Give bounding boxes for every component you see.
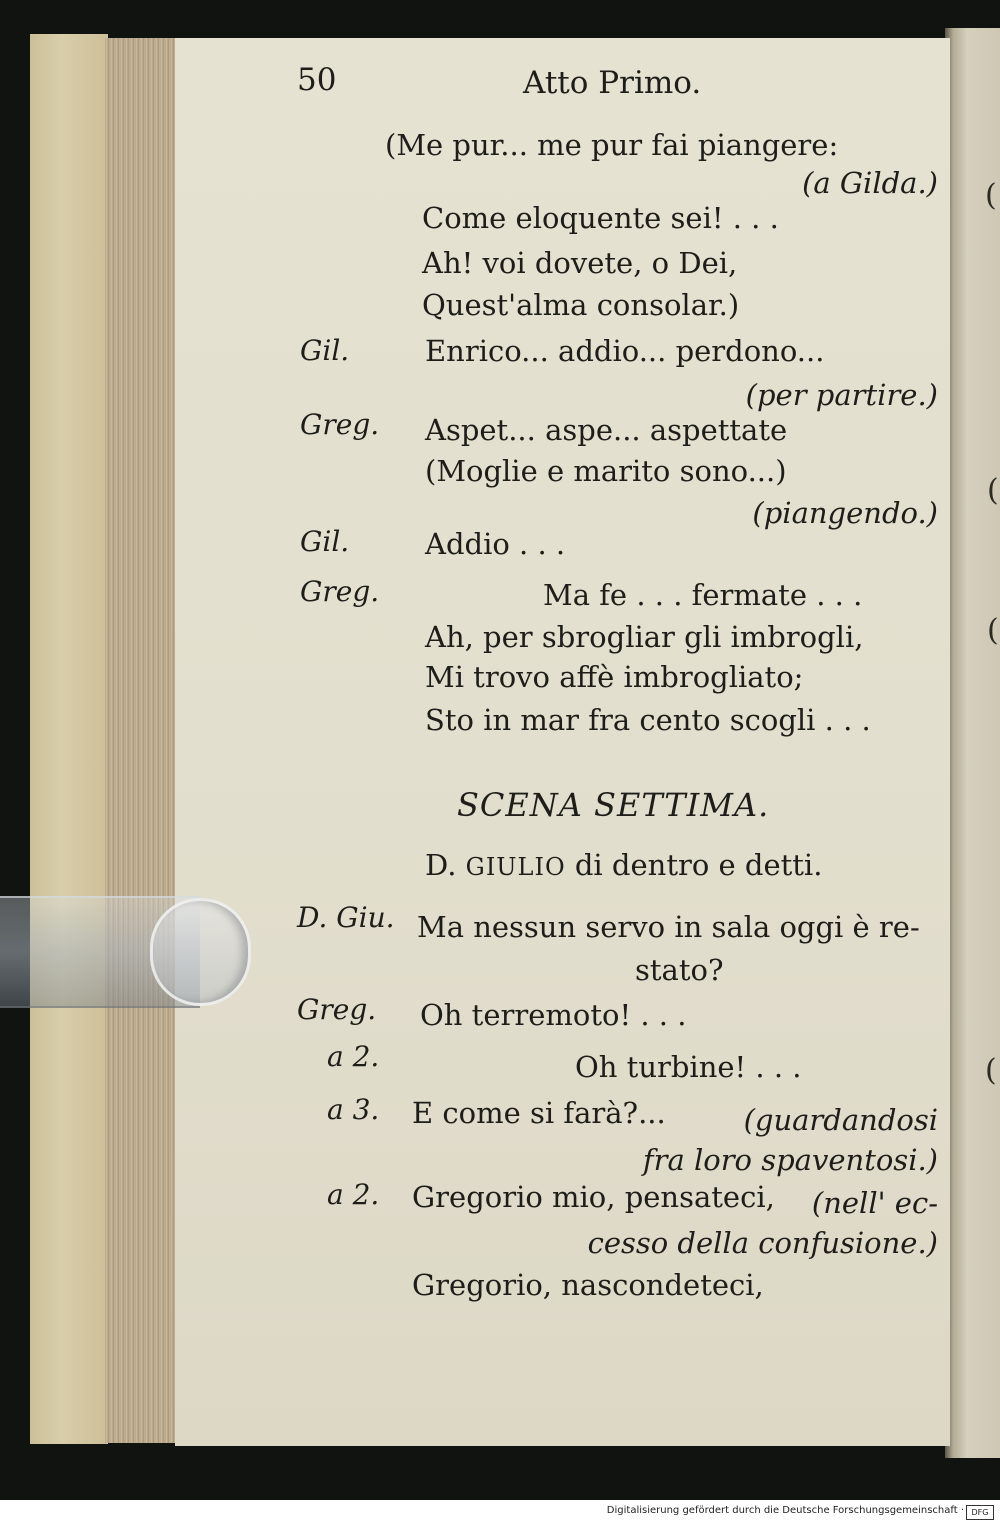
speaker-label: a 2. [327,1178,380,1211]
footer-credit: Digitalisierung gefördert durch die Deutsche Forschungsgemeinschaft · [606,1505,964,1516]
stage-direction: (piangendo.) [752,496,938,530]
scene-characters-suffix: di dentro e detti. [574,848,823,882]
stage-direction: (nell' ec- [811,1186,938,1220]
speaker-label: a 3. [327,1093,380,1126]
book-cover-edge [30,34,108,1444]
speaker-label: a 2. [327,1040,380,1073]
scene-characters-prefix: D. [425,848,457,882]
verse-line: Mi trovo affè imbrogliato; [425,660,804,694]
verse-line: Oh turbine! . . . [575,1050,802,1084]
verse-line: Ma nessun servo in sala oggi è re- [417,910,920,944]
verse-line: Ah! voi dovete, o Dei, [422,246,738,280]
stage-direction: (a Gilda.) [802,166,938,200]
page-number: 50 [297,62,337,98]
scene-character-name: GIULIO [465,853,566,881]
verse-line: Ah, per sbrogliar gli imbrogli, [425,620,864,654]
page-block-edges [105,38,185,1443]
verse-line: Enrico... addio... perdono... [425,334,825,368]
facing-page-glyph: ( [985,178,997,213]
book-page [175,38,950,1446]
speaker-label: Greg. [297,993,377,1026]
scene-title: SCENA SETTIMA. [457,786,770,824]
running-title: Atto Primo. [523,65,702,101]
facing-page-glyph: ( [985,1053,997,1088]
digitization-footer [0,1500,1000,1524]
verse-line: Gregorio, nascondeteci, [412,1268,764,1302]
verse-line: Gregorio mio, pensateci, [412,1180,775,1214]
dfg-logo: DFG [966,1505,994,1520]
glass-bookmark [0,888,232,1012]
verse-line: Oh terremoto! . . . [420,998,687,1032]
verse-line: Addio . . . [425,527,566,561]
speaker-label: D. Giu. [297,901,395,934]
speaker-label: Gil. [300,525,350,558]
facing-page-edge [945,28,1000,1458]
facing-page-glyph: ( [987,473,999,508]
verse-line: Aspet... aspe... aspettate [425,413,788,447]
verse-line: (Moglie e marito sono...) [425,454,787,488]
verse-line: E come si farà?... [412,1096,666,1130]
speaker-label: Greg. [300,575,380,608]
glass-bookmark-tip [150,898,251,1006]
verse-line: Quest'alma consolar.) [422,288,740,322]
scene-characters [425,848,822,882]
verse-line: Ma fe . . . fermate . . . [543,578,863,612]
speaker-label: Gil. [300,334,350,367]
stage-direction: cesso della confusione.) [587,1226,938,1260]
verse-line: Sto in mar fra cento scogli . . . [425,703,871,737]
verse-line: stato? [635,953,724,987]
stage-direction: fra loro spaventosi.) [642,1143,938,1177]
verse-line: Come eloquente sei! . . . [422,201,779,235]
stage-direction: (per partire.) [745,378,938,412]
stage-direction: (guardandosi [743,1103,938,1137]
verse-line: (Me pur... me pur fai piangere: [385,128,839,162]
facing-page-glyph: ( [987,613,999,648]
speaker-label: Greg. [300,408,380,441]
